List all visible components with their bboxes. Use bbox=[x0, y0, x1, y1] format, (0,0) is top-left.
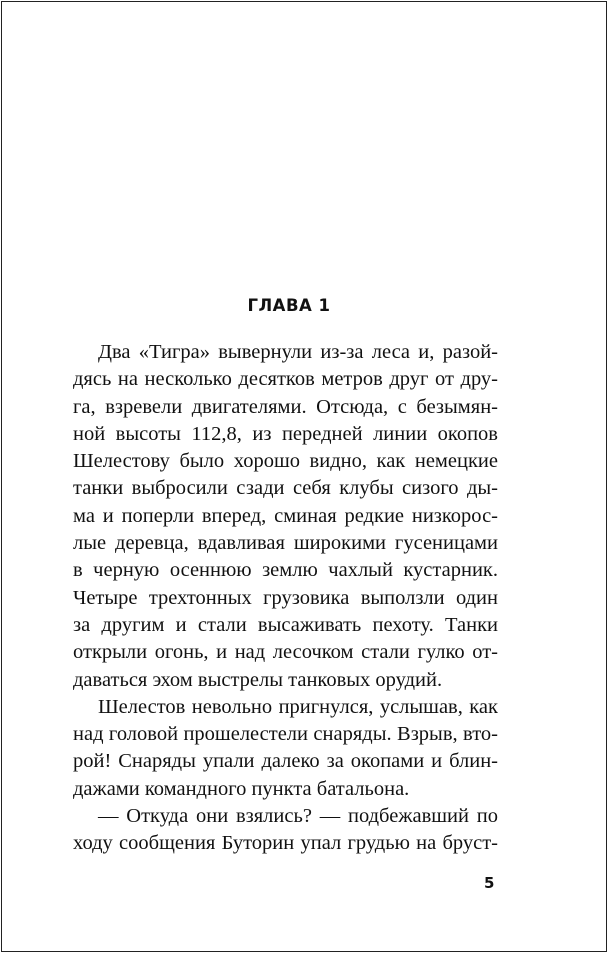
text-line: Шелестову было хорошо видно, как немецкие bbox=[73, 450, 498, 473]
text-line: Шелестов невольно пригнулся, услышав, как bbox=[98, 695, 498, 718]
text-line: даваться эхом выстрелы танковых орудий. bbox=[73, 668, 443, 691]
text-line: Четыре трехтонных грузовика выползли один bbox=[73, 586, 498, 609]
text-line: лые деревца, вдавливая широкими гусеницами bbox=[73, 532, 498, 555]
text-line: Два «Тигра» вывернули из-за леса и, разой- bbox=[98, 341, 498, 363]
text-line: га, взревели двигателями. Отсюда, с безымян- bbox=[73, 395, 498, 418]
chapter-title: ГЛАВА 1 bbox=[247, 296, 331, 315]
text-line: над головой прошелестели снаряды. Взрыв, вто- bbox=[73, 723, 498, 746]
text-line: дясь на несколько десятков метров друг от дру- bbox=[73, 368, 498, 391]
text-line: в черную осеннюю землю чахлый кустарник. bbox=[73, 559, 498, 582]
text-line: танки выбросили сзади себя клубы сизого ды- bbox=[73, 477, 498, 500]
text-line: за другим и стали высаживать пехоту. Танки bbox=[73, 613, 498, 636]
text-line: дажами командного пункта батальона. bbox=[73, 777, 410, 800]
text-line: ма и поперли вперед, сминая редкие низкорос- bbox=[73, 504, 498, 527]
text-line: рой! Снаряды упали далеко за окопами и блин- bbox=[73, 750, 498, 773]
body-text bbox=[73, 339, 498, 858]
text-line: — Откуда они взялись? — подбежавший по bbox=[98, 805, 498, 828]
text-line: ной высоты 112,8, из передней линии окопов bbox=[73, 422, 498, 445]
text-line: ходу сообщения Буторин упал грудью на бруст- bbox=[73, 832, 498, 855]
text-line: открыли огонь, и над лесочком стали гулко от- bbox=[73, 641, 498, 664]
page-number: 5 bbox=[484, 874, 495, 892]
